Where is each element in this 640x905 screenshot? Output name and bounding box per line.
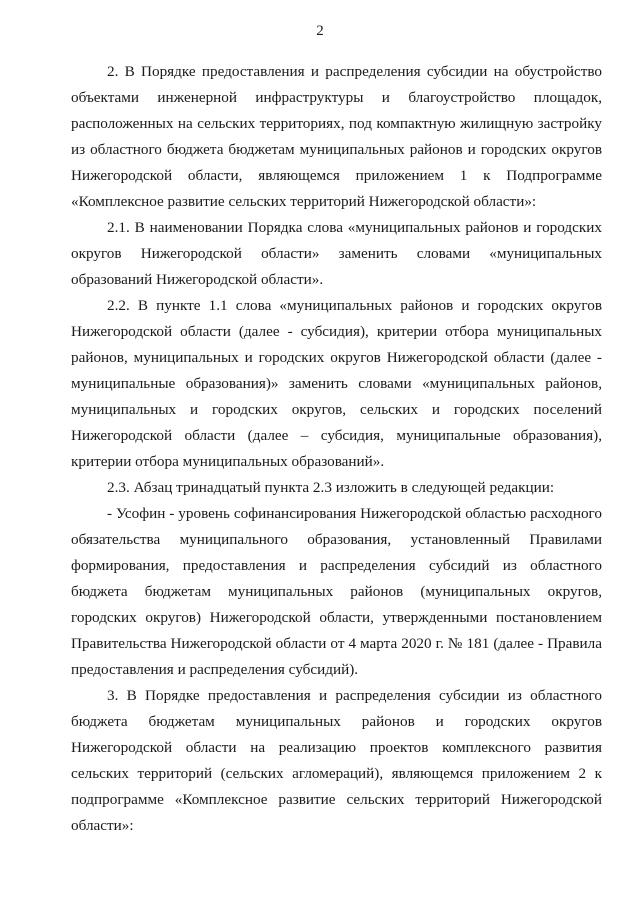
paragraph-2-2: 2.2. В пункте 1.1 слова «муниципальных районов и городских округов Нижегородской области (далее - субсидия), критерии отбора муниципальных районов, муниципальных и городских округов Нижегородской области (далее - муниципальные образования)» заменить словами «муниципальных районов, муниципальных и городских округов, сельских и городских поселений Нижегородской области (далее – субсидия, муниципальные образования), критерии отбора муниципальных образований». (71, 297, 602, 470)
page-number: 2 (316, 23, 324, 39)
document-body (71, 59, 602, 839)
paragraph-3: 3. В Порядке предоставления и распределения субсидии из областного бюджета бюджетам муниципальных районов и городских округов Нижегородской области на реализацию проектов комплексного развития сельских территорий (сельских агломераций), являющемся приложением 2 к подпрограмме «Комплексное развитие сельских территорий Нижегородской области»: (71, 687, 602, 834)
paragraph-2-1: 2.1. В наименовании Порядка слова «муниципальных районов и городских округов Нижегородской области» заменить словами «муниципальных образований Нижегородской области». (71, 219, 602, 288)
paragraph-2-3: 2.3. Абзац тринадцатый пункта 2.3 изложить в следующей редакции: (107, 479, 555, 496)
paragraph-usofin-definition: - Усофин - уровень софинансирования Нижегородской областью расходного обязательства муниципального образования, установленный Правилами формирования, предоставления и распределения субсидий из областного бюджета бюджетам муниципальных районов (муниципальных округов, городских округов) Нижегородской области, утвержденными постановлением Правительства Нижегородской области от 4 марта 2020 г. № 181 (далее - Правила предоставления и распределения субсидий). (71, 505, 602, 678)
paragraph-2: 2. В Порядке предоставления и распределения субсидии на обустройство объектами инженерной инфраструктуры и благоустройство площадок, расположенных на сельских территориях, под компактную жилищную застройку из областного бюджета бюджетам муниципальных районов и городских округов Нижегородской области, являющемся приложением 1 к Подпрограмме «Комплексное развитие сельских территорий Нижегородской области»: (71, 63, 602, 210)
